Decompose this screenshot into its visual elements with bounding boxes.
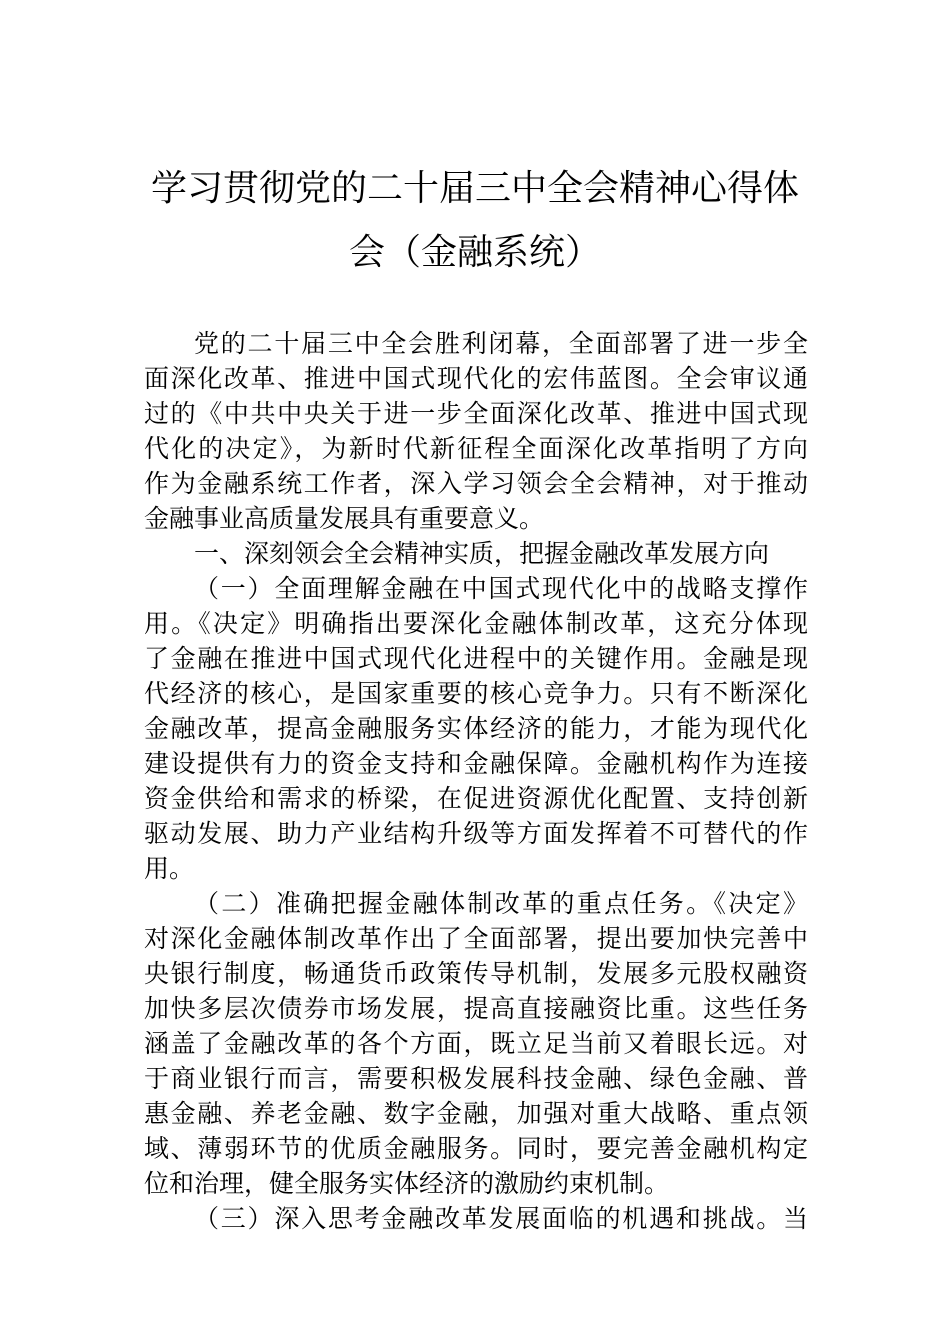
body-text-line: 位和治理，健全服务实体经济的激励约束机制。 — [144, 1169, 670, 1198]
body-text-line: 对深化金融体制改革作出了全面部署，提出要加快完善中 — [144, 924, 808, 953]
body-text-line: 一、深刻领会全会精神实质，把握金融改革发展方向 — [194, 539, 770, 568]
body-text-line: 驱动发展、助力产业结构升级等方面发挥着不可替代的作 — [144, 819, 808, 848]
body-text-line: （三）深入思考金融改革发展面临的机遇和挑战。当 — [194, 1204, 808, 1233]
body-text-line: （二）准确把握金融体制改革的重点任务。《决定》 — [194, 889, 808, 918]
body-text-line: 资金供给和需求的桥梁，在促进资源优化配置、支持创新 — [144, 784, 808, 813]
body-text-line: 作为金融系统工作者，深入学习领会全会精神，对于推动 — [144, 469, 808, 498]
body-text-line: 代经济的核心，是国家重要的核心竞争力。只有不断深化 — [144, 679, 808, 708]
body-text-line: 金融事业高质量发展具有重要意义。 — [144, 504, 545, 533]
body-text-line: 央银行制度，畅通货币政策传导机制，发展多元股权融资 — [144, 959, 808, 988]
document-title-line-1: 学习贯彻党的二十届三中全会精神心得体 — [150, 168, 799, 209]
document-title-line-2: 会（金融系统） — [348, 232, 601, 273]
body-text-line: 了金融在推进中国式现代化进程中的关键作用。金融是现 — [144, 644, 808, 673]
body-text-line: 金融改革，提高金融服务实体经济的能力，才能为现代化 — [144, 714, 808, 743]
body-text-line: （一）全面理解金融在中国式现代化中的战略支撑作 — [194, 574, 808, 603]
body-text-line: 用。 — [144, 854, 195, 883]
body-text-line: 用。《决定》明确指出要深化金融体制改革，这充分体现 — [144, 609, 808, 638]
body-text-line: 代化的决定》，为新时代新征程全面深化改革指明了方向 — [144, 434, 808, 463]
body-text-line: 面深化改革、推进中国式现代化的宏伟蓝图。全会审议通 — [144, 364, 808, 393]
body-text-line: 建设提供有力的资金支持和金融保障。金融机构作为连接 — [144, 749, 808, 778]
body-text-line: 于商业银行而言，需要积极发展科技金融、绿色金融、普 — [144, 1064, 808, 1093]
document-body — [144, 326, 808, 1236]
body-text-line: 加快多层次债券市场发展，提高直接融资比重。这些任务 — [144, 994, 808, 1023]
body-text-line: 党的二十届三中全会胜利闭幕，全面部署了进一步全 — [194, 329, 808, 358]
body-text-line: 涵盖了金融改革的各个方面，既立足当前又着眼长远。对 — [144, 1029, 808, 1058]
body-text-line: 惠金融、养老金融、数字金融，加强对重大战略、重点领 — [144, 1099, 808, 1128]
body-text-line: 过的《中共中央关于进一步全面深化改革、推进中国式现 — [144, 399, 808, 428]
body-text-line: 域、薄弱环节的优质金融服务。同时，要完善金融机构定 — [144, 1134, 808, 1163]
